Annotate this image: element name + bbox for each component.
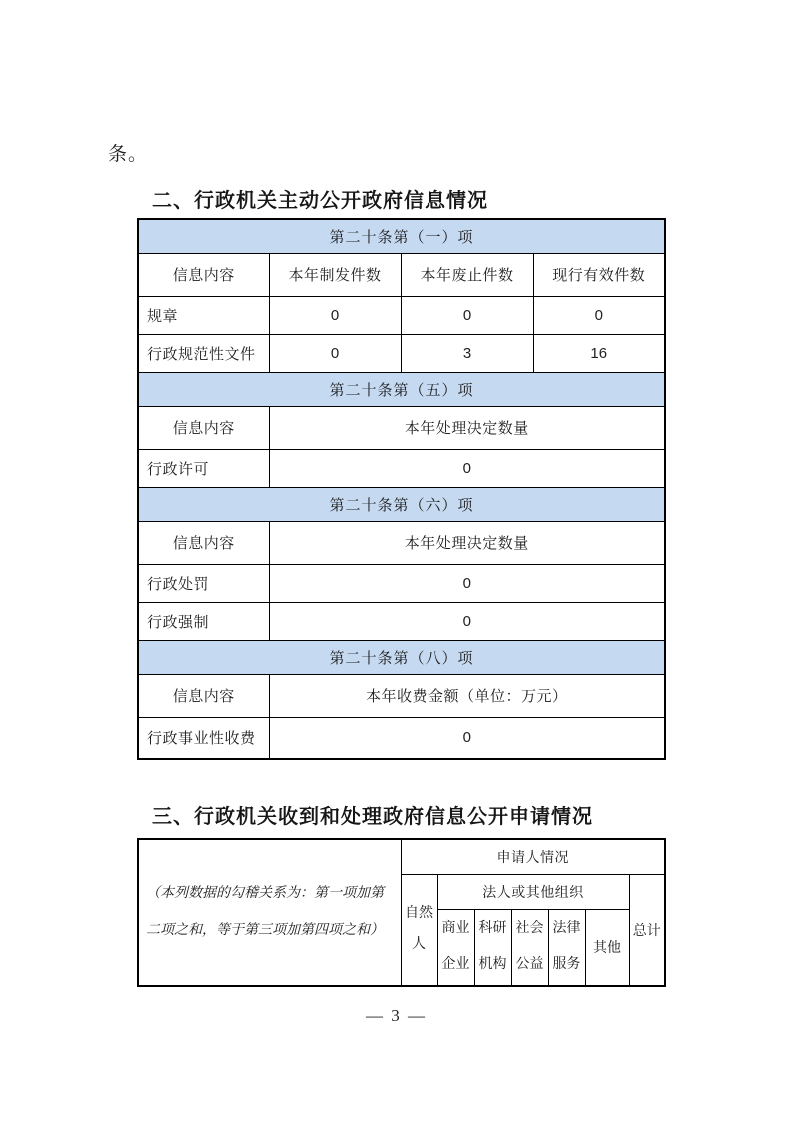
table-row (138, 296, 665, 334)
value-cell: 0 (533, 296, 665, 334)
header-cell: 本年收费金额（单位：万元） (269, 674, 665, 717)
header-cell: 本年处理决定数量 (269, 406, 665, 449)
legal-org-cell: 法人或其他组织 (437, 874, 629, 909)
subheader-cell: 其他 (585, 909, 629, 986)
value-cell: 3 (401, 334, 533, 372)
header-cell: 本年废止件数 (401, 253, 533, 296)
header-row (138, 253, 665, 296)
header-row (138, 839, 665, 874)
row-label-cell: 行政许可 (138, 449, 269, 487)
table-row (138, 564, 665, 602)
applicant-header-cell: 申请人情况 (401, 839, 665, 874)
table-row (138, 334, 665, 372)
value-cell: 0 (269, 717, 665, 759)
total-cell: 总计 (629, 874, 665, 986)
row-label-cell: 行政处罚 (138, 564, 269, 602)
header-cell: 信息内容 (138, 521, 269, 564)
value-cell: 0 (269, 296, 401, 334)
banner-row (138, 219, 665, 253)
section2-table (137, 218, 666, 760)
header-cell: 信息内容 (138, 406, 269, 449)
value-cell: 0 (269, 334, 401, 372)
note-cell: （本列数据的勾稽关系为：第一项加第二项之和，等于第三项加第四项之和） (138, 839, 401, 986)
banner-cell: 第二十条第（八）项 (138, 640, 665, 674)
page-number: — 3 — (366, 1006, 427, 1025)
section3-table (137, 838, 666, 987)
banner-cell: 第二十条第（五）项 (138, 372, 665, 406)
table-row (138, 717, 665, 759)
value-cell: 0 (269, 449, 665, 487)
banner-cell: 第二十条第（一）项 (138, 219, 665, 253)
table-row (138, 449, 665, 487)
banner-row (138, 372, 665, 406)
subheader-cell: 法律服务 (548, 909, 585, 986)
row-label-cell: 行政事业性收费 (138, 717, 269, 759)
section2-heading: 二、行政机关主动公开政府信息情况 (152, 190, 488, 212)
subheader-cell: 商业企业 (437, 909, 474, 986)
banner-cell: 第二十条第（六）项 (138, 487, 665, 521)
header-row (138, 674, 665, 717)
table-row (138, 602, 665, 640)
header-cell: 现行有效件数 (533, 253, 665, 296)
header-cell: 信息内容 (138, 674, 269, 717)
banner-row (138, 487, 665, 521)
banner-row (138, 640, 665, 674)
value-cell: 0 (269, 602, 665, 640)
row-label-cell: 行政规范性文件 (138, 334, 269, 372)
section3-heading: 三、行政机关收到和处理政府信息公开申请情况 (152, 806, 593, 828)
header-cell: 本年处理决定数量 (269, 521, 665, 564)
row-label-cell: 行政强制 (138, 602, 269, 640)
value-cell: 0 (269, 564, 665, 602)
leading-text: 条。 (108, 144, 149, 165)
row-label-cell: 规章 (138, 296, 269, 334)
value-cell: 0 (401, 296, 533, 334)
header-row (138, 521, 665, 564)
natural-person-cell: 自然人 (401, 874, 437, 986)
subheader-cell: 科研机构 (474, 909, 511, 986)
header-row (138, 406, 665, 449)
subheader-cell: 社会公益 (511, 909, 548, 986)
value-cell: 16 (533, 334, 665, 372)
header-cell: 信息内容 (138, 253, 269, 296)
header-cell: 本年制发件数 (269, 253, 401, 296)
